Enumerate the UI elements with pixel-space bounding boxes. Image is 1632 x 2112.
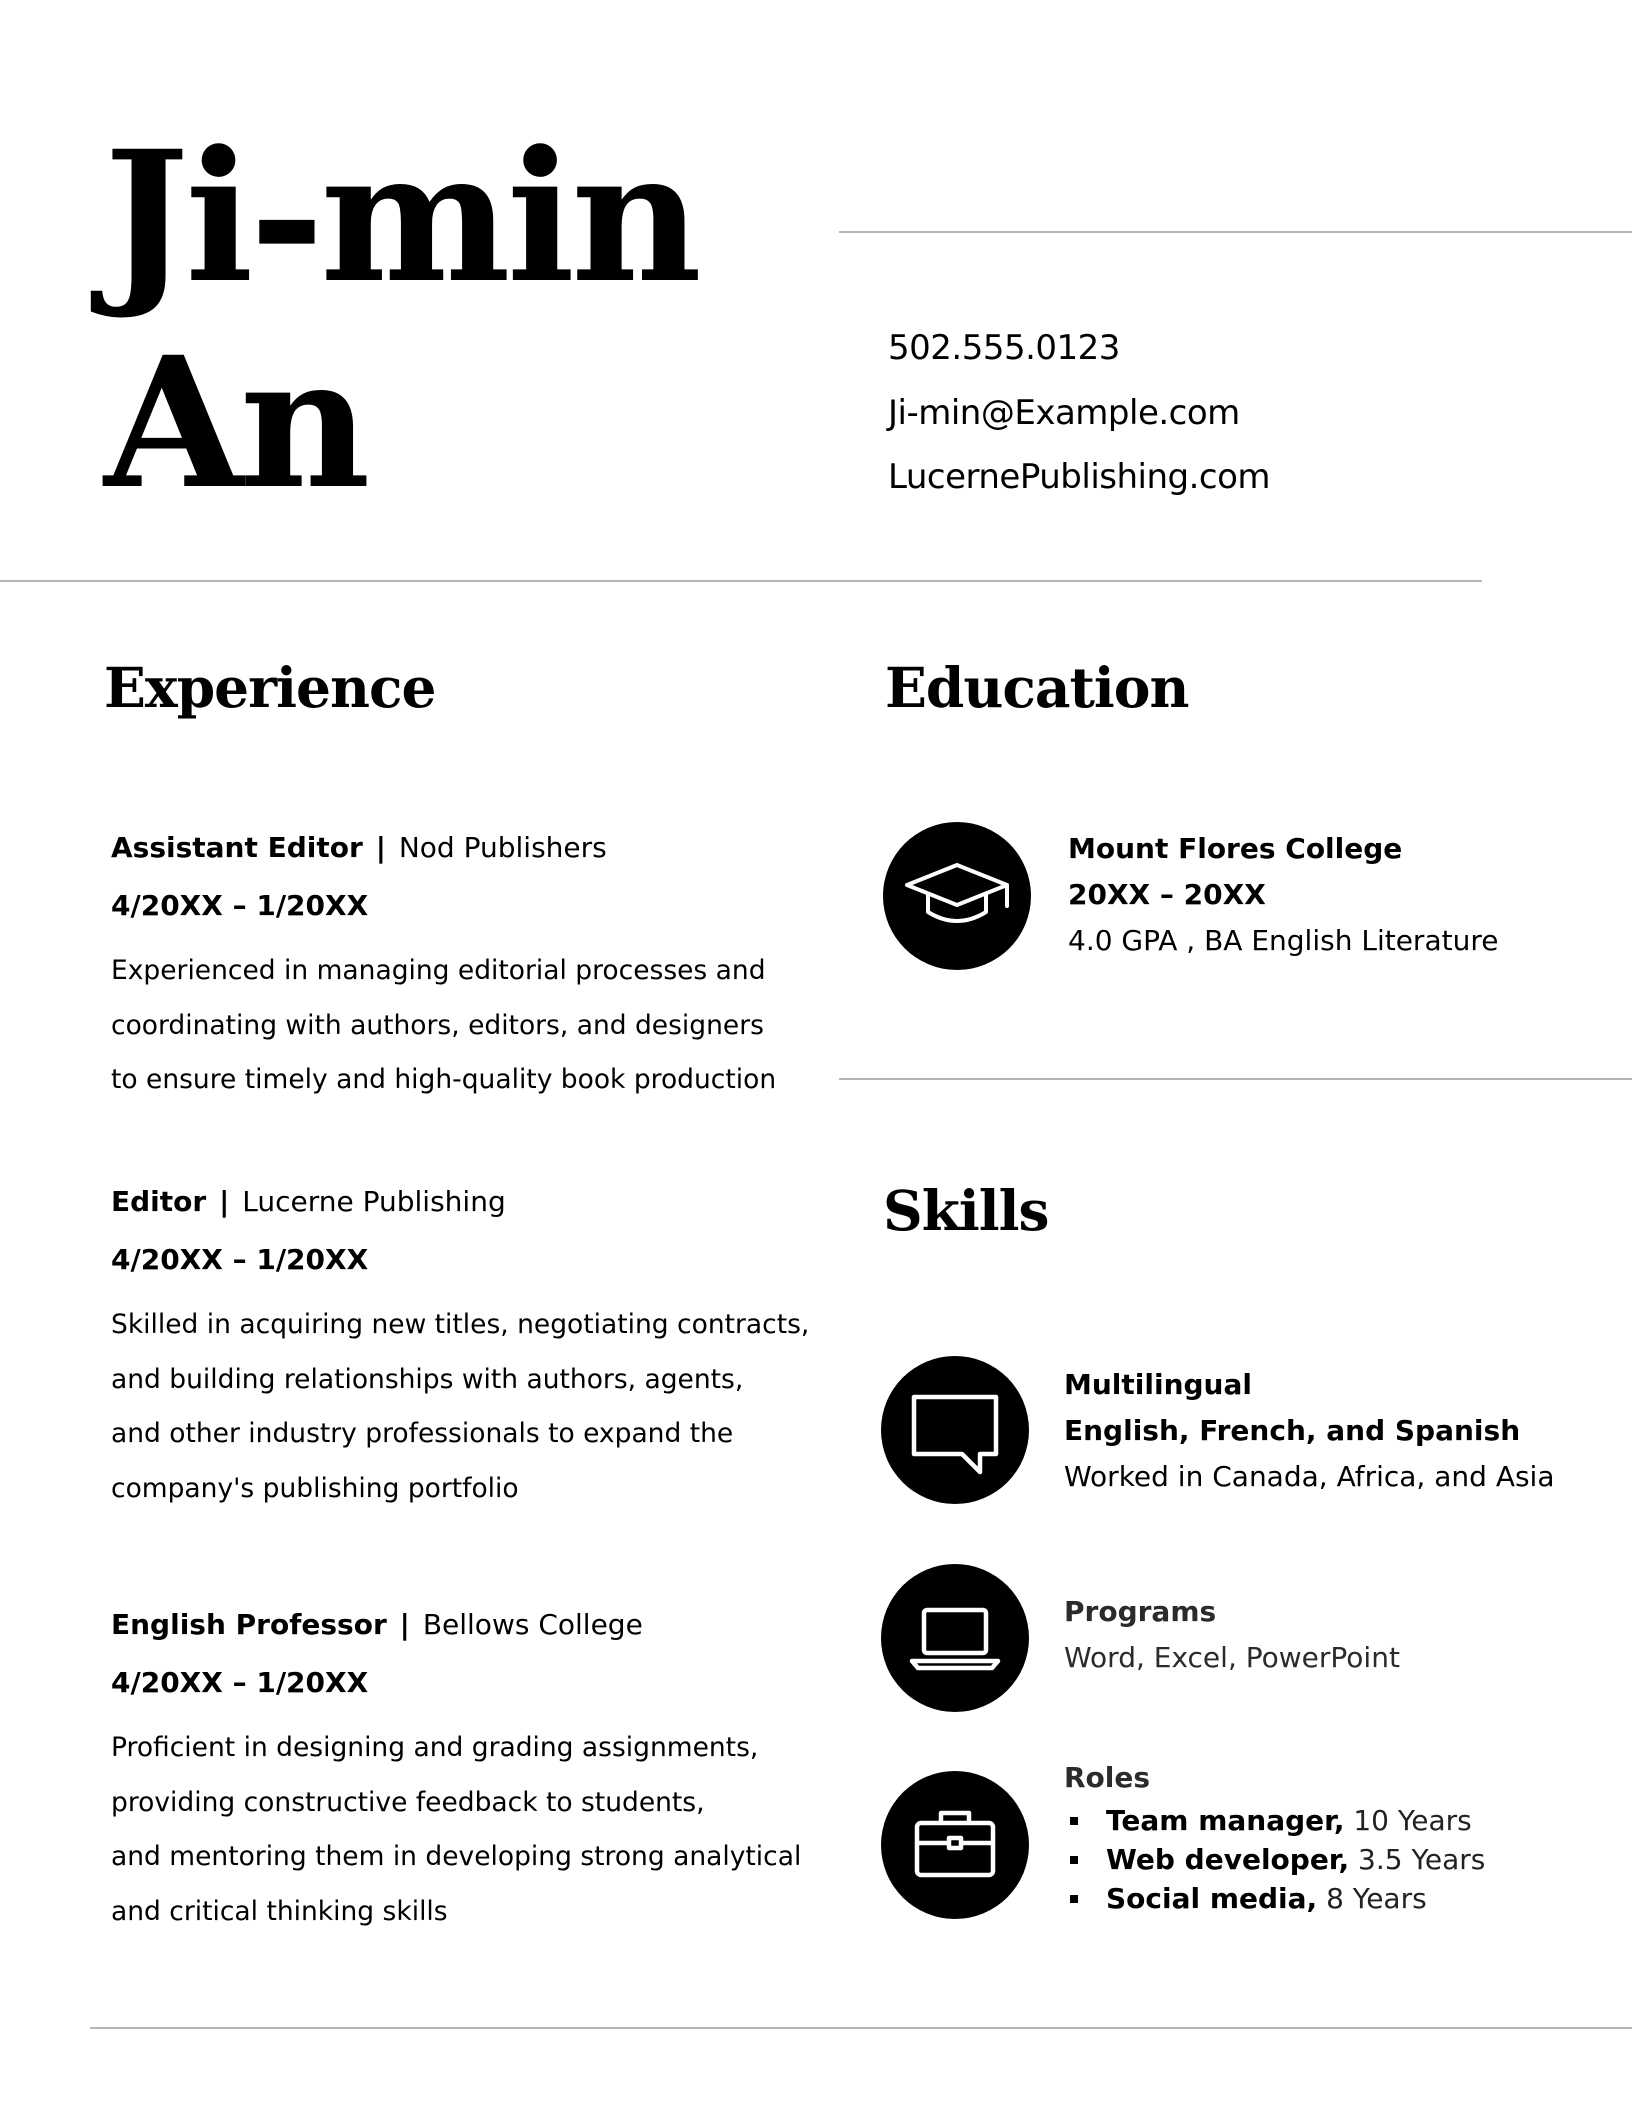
job-dates: 4/20XX – 1/20XX xyxy=(111,1243,369,1276)
school-name: Mount Flores College xyxy=(1068,832,1403,865)
job-description-line: Experienced in managing editorial processes and xyxy=(111,955,766,986)
role-years: 8 Years xyxy=(1326,1882,1427,1915)
graduation-cap-icon xyxy=(883,822,1031,970)
job-separator: | xyxy=(399,1608,410,1641)
speech-bubble-icon xyxy=(881,1356,1029,1504)
job-title: English Professor xyxy=(111,1608,387,1641)
list-item xyxy=(1064,1840,1485,1879)
job-description-line: Skilled in acquiring new titles, negotiating contracts, xyxy=(111,1309,810,1340)
job-company: Lucerne Publishing xyxy=(242,1185,506,1218)
list-item xyxy=(1064,1879,1485,1918)
job-company: Nod Publishers xyxy=(398,831,607,864)
job-description-line: and critical thinking skills xyxy=(111,1895,448,1927)
job-company: Bellows College xyxy=(422,1608,643,1641)
job-separator: | xyxy=(219,1185,230,1218)
role-years: 10 Years xyxy=(1353,1804,1472,1837)
skill-title: Multilingual xyxy=(1064,1368,1252,1401)
first-name: Ji-min xyxy=(104,112,698,323)
job-title: Editor xyxy=(111,1185,207,1218)
job-title-line xyxy=(111,828,791,886)
education-divider xyxy=(839,1078,1632,1080)
job-entry xyxy=(111,828,791,1108)
list-item xyxy=(1064,1801,1485,1840)
job-title: Assistant Editor xyxy=(111,831,363,864)
skill-multilingual xyxy=(1064,1362,1555,1500)
skill-title: Roles xyxy=(1064,1761,1151,1794)
job-separator: | xyxy=(375,831,386,864)
job-dates: 4/20XX – 1/20XX xyxy=(111,1666,369,1699)
job-description-line: company's publishing portfolio xyxy=(111,1472,519,1504)
laptop-icon xyxy=(881,1564,1029,1712)
job-entry xyxy=(111,1605,802,1939)
role-years: 3.5 Years xyxy=(1358,1843,1486,1876)
skills-heading: Skills xyxy=(883,1178,1049,1243)
job-description-line: and mentoring them in developing strong analytical xyxy=(111,1841,802,1872)
job-description xyxy=(111,944,791,1108)
footer-divider xyxy=(90,2027,1632,2029)
job-dates: 4/20XX – 1/20XX xyxy=(111,889,369,922)
job-description-line: coordinating with authors, editors, and designers xyxy=(111,1009,764,1041)
job-description-line: Proficient in designing and grading assignments, xyxy=(111,1732,759,1763)
header-divider-top xyxy=(839,231,1632,233)
job-description-line: and other industry professionals to expand the xyxy=(111,1418,734,1449)
last-name: An xyxy=(104,318,367,529)
skill-programs xyxy=(1064,1589,1400,1681)
job-title-line xyxy=(111,1182,791,1240)
education-entry xyxy=(1068,826,1498,964)
briefcase-icon xyxy=(881,1771,1029,1919)
job-description-line: providing constructive feedback to students, xyxy=(111,1786,705,1818)
role-name: Social media, xyxy=(1106,1882,1318,1915)
contact-website[interactable]: LucernePublishing.com xyxy=(888,457,1271,497)
skill-languages: English, French, and Spanish xyxy=(1064,1414,1521,1447)
education-details: 4.0 GPA , BA English Literature xyxy=(1068,924,1499,957)
job-description-line: to ensure timely and high-quality book production xyxy=(111,1064,777,1095)
experience-heading: Experience xyxy=(104,655,436,720)
skill-detail: Word, Excel, PowerPoint xyxy=(1064,1641,1400,1674)
contact-phone: 502.555.0123 xyxy=(888,328,1120,368)
skill-detail: Worked in Canada, Africa, and Asia xyxy=(1064,1460,1555,1493)
job-description-line: and building relationships with authors, agents, xyxy=(111,1363,744,1395)
role-name: Team manager, xyxy=(1106,1804,1345,1837)
education-dates: 20XX – 20XX xyxy=(1068,878,1266,911)
job-title-line xyxy=(111,1605,791,1663)
contact-email[interactable]: Ji-min@Example.com xyxy=(888,393,1240,433)
job-description xyxy=(111,1721,802,1939)
header-divider-bottom xyxy=(0,580,1482,582)
job-entry xyxy=(111,1182,810,1516)
skill-title: Programs xyxy=(1064,1595,1217,1628)
job-description xyxy=(111,1298,810,1516)
skill-roles xyxy=(1064,1755,1485,1918)
roles-list xyxy=(1064,1801,1485,1918)
education-heading: Education xyxy=(885,655,1189,720)
role-name: Web developer, xyxy=(1106,1843,1350,1876)
